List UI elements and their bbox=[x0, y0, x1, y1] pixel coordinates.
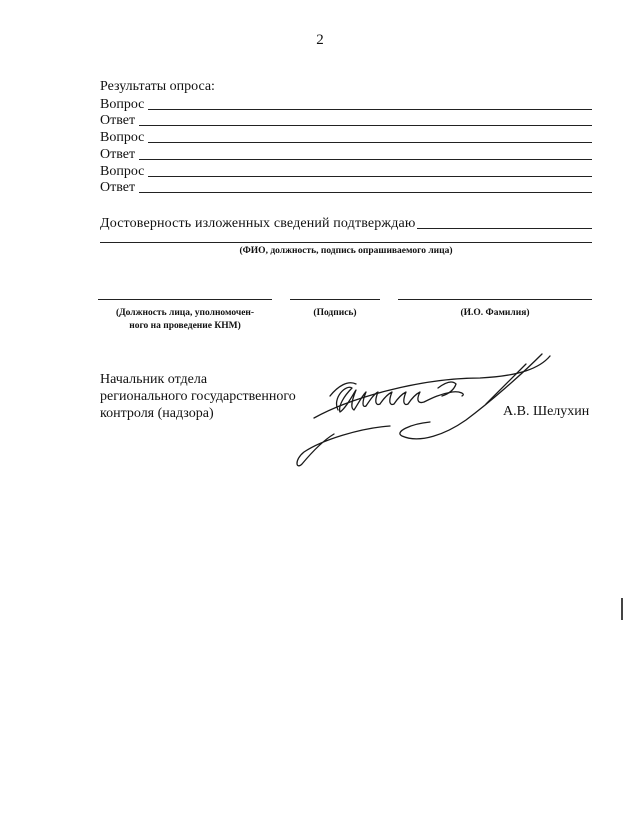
answer-line-3 bbox=[100, 179, 592, 195]
answer-blank-line bbox=[148, 176, 592, 177]
answer-blank-line bbox=[148, 142, 592, 143]
answer-blank-line bbox=[148, 109, 592, 110]
answer-line-2 bbox=[100, 146, 592, 162]
results-title: Результаты опроса: bbox=[100, 79, 215, 94]
answer-label: Ответ bbox=[100, 147, 136, 162]
official-position-caption bbox=[98, 307, 272, 333]
question-label: Вопрос bbox=[100, 130, 145, 145]
signer-title bbox=[100, 371, 296, 422]
official-signature-rule bbox=[290, 299, 380, 300]
answer-label: Ответ bbox=[100, 113, 136, 128]
official-position-rule bbox=[98, 299, 272, 300]
confirmation-label: Достоверность изложенных сведений подтверждаю bbox=[100, 216, 416, 231]
official-position-caption-line-1: (Должность лица, уполномочен- bbox=[115, 308, 255, 318]
question-label: Вопрос bbox=[100, 164, 145, 179]
respondent-caption: (ФИО, должность, подпись опрашиваемого лица) bbox=[239, 246, 453, 256]
answer-blank-line bbox=[139, 192, 592, 193]
page-number: 2 bbox=[316, 32, 324, 48]
confirmation-line bbox=[100, 213, 592, 231]
question-line-2 bbox=[100, 129, 592, 145]
respondent-signature-rule bbox=[100, 242, 592, 243]
signer-title-line-2: регионального государственного bbox=[100, 389, 296, 404]
answer-line-1 bbox=[100, 112, 592, 128]
official-name-rule bbox=[398, 299, 592, 300]
answer-blank-line bbox=[139, 125, 592, 126]
answer-label: Ответ bbox=[100, 180, 136, 195]
signer-title-line-3: контроля (надзора) bbox=[100, 406, 214, 421]
question-line-3 bbox=[100, 163, 592, 179]
official-name-caption: (И.О. Фамилия) bbox=[460, 308, 530, 318]
official-position-caption-line-2: ного на проведение КНМ) bbox=[129, 321, 241, 331]
signer-title-line-1: Начальник отдела bbox=[100, 372, 208, 387]
official-signature-caption: (Подпись) bbox=[313, 308, 357, 318]
confirmation-blank-line bbox=[417, 228, 592, 229]
question-label: Вопрос bbox=[100, 97, 145, 112]
signer-name: А.В. Шелухин bbox=[503, 404, 590, 419]
answer-blank-line bbox=[139, 159, 592, 160]
scan-margin-mark bbox=[621, 598, 623, 620]
question-line-1 bbox=[100, 96, 592, 112]
